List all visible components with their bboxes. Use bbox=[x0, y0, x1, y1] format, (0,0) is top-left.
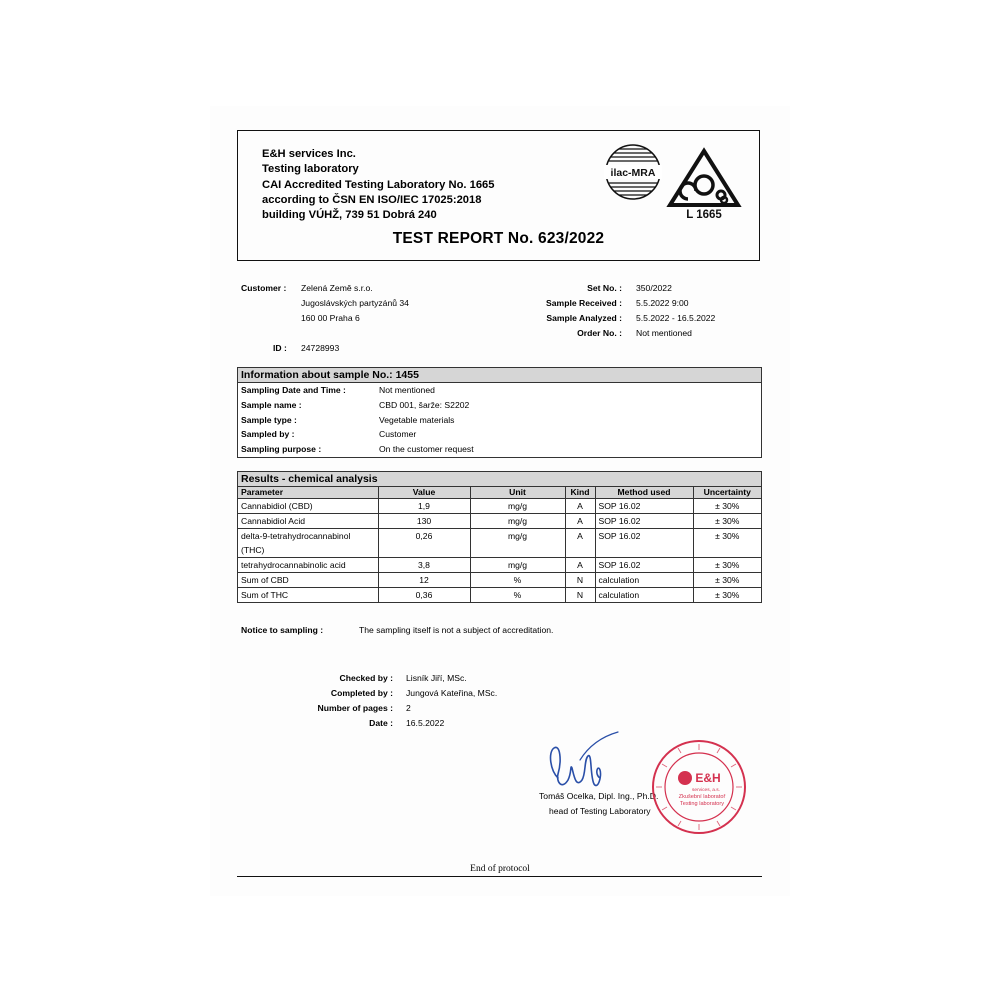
notice-text: The sampling itself is not a subject of accreditation. bbox=[359, 625, 554, 635]
sample-info-key: Sampling purpose : bbox=[241, 444, 322, 455]
table-row bbox=[238, 514, 761, 529]
cell-method: SOP 16.02 bbox=[595, 499, 693, 514]
completed-by-label: Completed by : bbox=[330, 688, 393, 698]
cell-kind: A bbox=[565, 514, 595, 529]
sample-info-title: Information about sample No.: 1455 bbox=[238, 368, 761, 383]
sample-analyzed-label: Sample Analyzed : bbox=[546, 313, 622, 323]
report-title: TEST REPORT No. 623/2022 bbox=[392, 230, 605, 247]
sample-info-key: Sampled by : bbox=[241, 429, 295, 440]
sample-info-row bbox=[238, 413, 761, 428]
cell-value: 1,9 bbox=[378, 499, 470, 514]
table-row bbox=[238, 529, 761, 558]
sample-info-value: Customer bbox=[379, 429, 417, 440]
cell-parameter: Sum of THC bbox=[238, 588, 378, 603]
cell-uncertainty: ± 30% bbox=[693, 558, 761, 573]
cell-uncertainty: ± 30% bbox=[715, 590, 740, 600]
sample-analyzed-value: 5.5.2022 - 16.5.2022 bbox=[636, 313, 716, 323]
results-title: Results - chemical analysis bbox=[238, 472, 761, 487]
notice-label: Notice to sampling : bbox=[241, 625, 324, 635]
col-header-method: Method used bbox=[595, 487, 693, 499]
table-row bbox=[238, 573, 761, 588]
cell-uncertainty: ± 30% bbox=[693, 529, 761, 558]
cell-unit: mg/g bbox=[470, 499, 565, 514]
customer-name: Zelená Země s.r.o. bbox=[301, 283, 373, 293]
cell-uncertainty: ± 30% bbox=[693, 573, 761, 588]
ilac-logo-text: ilac-MRA bbox=[610, 167, 656, 179]
cai-accreditation-logo bbox=[666, 147, 742, 221]
customer-label: Customer : bbox=[241, 283, 287, 293]
pages-label: Number of pages : bbox=[317, 703, 393, 713]
signatory-name: Tomáš Ocelka, Dipl. Ing., Ph.D. bbox=[539, 791, 659, 801]
handwritten-signature bbox=[540, 730, 620, 800]
set-no-label: Set No. : bbox=[587, 283, 622, 293]
lab-address-block bbox=[262, 147, 495, 223]
pages-value: 2 bbox=[406, 703, 411, 713]
sample-info-key: Sampling Date and Time : bbox=[241, 385, 346, 395]
end-of-protocol: End of protocol bbox=[470, 864, 530, 874]
cell-uncertainty: ± 30% bbox=[693, 499, 761, 514]
stamp-sub: services, a.s. bbox=[692, 788, 720, 793]
sample-info-key: Sample type : bbox=[241, 414, 297, 425]
sample-info-row bbox=[238, 442, 761, 457]
date-label: Date : bbox=[369, 718, 393, 728]
cell-unit: % bbox=[470, 573, 565, 588]
cell-value: 12 bbox=[378, 573, 470, 588]
cell-method: SOP 16.02 bbox=[595, 529, 693, 558]
cell-parameter: Cannabidiol (CBD) bbox=[238, 499, 378, 514]
sample-info-value: Not mentioned bbox=[379, 385, 435, 395]
cell-method: calculation bbox=[595, 573, 693, 588]
col-header-parameter: Parameter bbox=[238, 487, 378, 499]
sample-info-value: CBD 001, šarže: S2202 bbox=[379, 399, 470, 410]
cai-code-text: L 1665 bbox=[686, 209, 722, 221]
cell-value: 3,8 bbox=[378, 558, 470, 573]
table-row bbox=[238, 588, 761, 603]
cell-method: SOP 16.02 bbox=[595, 558, 693, 573]
customer-street: Jugoslávských partyzánů 34 bbox=[301, 298, 409, 308]
table-row bbox=[238, 499, 761, 514]
cell-kind: A bbox=[565, 558, 595, 573]
cell-method: SOP 16.02 bbox=[595, 514, 693, 529]
cell-value: 0,26 bbox=[378, 529, 470, 558]
col-header-unit: Unit bbox=[470, 487, 565, 499]
cell-parameter: Cannabidiol Acid bbox=[238, 514, 378, 529]
sample-info-row bbox=[238, 383, 761, 398]
lab-line: E&H services Inc. bbox=[262, 148, 356, 160]
cell-method: calculation bbox=[595, 588, 693, 603]
results-header-row bbox=[238, 487, 761, 499]
lab-line: CAI Accredited Testing Laboratory No. 1665 bbox=[262, 178, 495, 191]
sample-received-value: 5.5.2022 9:00 bbox=[636, 298, 689, 308]
cell-parameter-line1: delta-9-tetrahydrocannabinol bbox=[241, 531, 351, 541]
col-header-value: Value bbox=[378, 487, 470, 499]
cell-parameter bbox=[238, 529, 378, 558]
cell-unit: % bbox=[470, 588, 565, 603]
sample-info-key: Sample name : bbox=[241, 399, 302, 410]
set-no-value: 350/2022 bbox=[636, 283, 672, 293]
cell-parameter: Sum of CBD bbox=[238, 573, 378, 588]
results-box bbox=[237, 471, 762, 603]
date-value: 16.5.2022 bbox=[406, 718, 445, 728]
stamp-line1: Zkušební laboratoř bbox=[678, 794, 726, 800]
checked-by-value: Lisník Jiří, MSc. bbox=[406, 673, 467, 683]
results-table bbox=[238, 487, 761, 602]
cell-value: 0,36 bbox=[378, 588, 470, 603]
lab-line: Testing laboratory bbox=[262, 163, 359, 176]
cell-kind: A bbox=[565, 529, 595, 558]
stamp-line2: Testing laboratory bbox=[679, 801, 725, 807]
cell-parameter: tetrahydrocannabinolic acid bbox=[238, 558, 378, 573]
stamp-brand: E&H bbox=[695, 771, 721, 785]
customer-city: 160 00 Praha 6 bbox=[301, 313, 360, 323]
ilac-mra-logo bbox=[603, 141, 663, 203]
signatory-role: head of Testing Laboratory bbox=[549, 806, 651, 816]
sample-info-row bbox=[238, 427, 761, 442]
lab-line: building VÚHŽ, 739 51 Dobrá 240 bbox=[262, 209, 437, 222]
cell-value: 130 bbox=[378, 514, 470, 529]
cell-kind: A bbox=[565, 499, 595, 514]
cell-uncertainty: ± 30% bbox=[693, 514, 761, 529]
checked-by-label: Checked by : bbox=[339, 673, 393, 683]
cell-kind: N bbox=[565, 573, 595, 588]
col-header-uncertainty: Uncertainty bbox=[693, 487, 761, 499]
sample-info-box bbox=[237, 367, 762, 458]
cell-kind: N bbox=[565, 588, 595, 603]
sample-info-value: On the customer request bbox=[379, 444, 474, 455]
cell-unit: mg/g bbox=[470, 514, 565, 529]
cell-parameter-line2: (THC) bbox=[241, 545, 265, 555]
col-header-kind: Kind bbox=[565, 487, 595, 499]
order-no-value: Not mentioned bbox=[636, 328, 692, 338]
lab-line: according to ČSN EN ISO/IEC 17025:2018 bbox=[262, 193, 482, 206]
sample-info-row bbox=[238, 398, 761, 413]
customer-id-label: ID : bbox=[273, 343, 287, 353]
laboratory-stamp bbox=[650, 738, 748, 836]
cell-unit: mg/g bbox=[470, 558, 565, 573]
cell-unit: mg/g bbox=[470, 529, 565, 558]
table-row bbox=[238, 558, 761, 573]
customer-id-value: 24728993 bbox=[301, 343, 340, 353]
completed-by-value: Jungová Kateřina, MSc. bbox=[406, 688, 498, 698]
sample-received-label: Sample Received : bbox=[546, 298, 622, 308]
report-header bbox=[237, 130, 760, 261]
end-divider bbox=[237, 876, 762, 877]
sample-info-value: Vegetable materials bbox=[379, 414, 455, 425]
order-no-label: Order No. : bbox=[577, 328, 622, 338]
